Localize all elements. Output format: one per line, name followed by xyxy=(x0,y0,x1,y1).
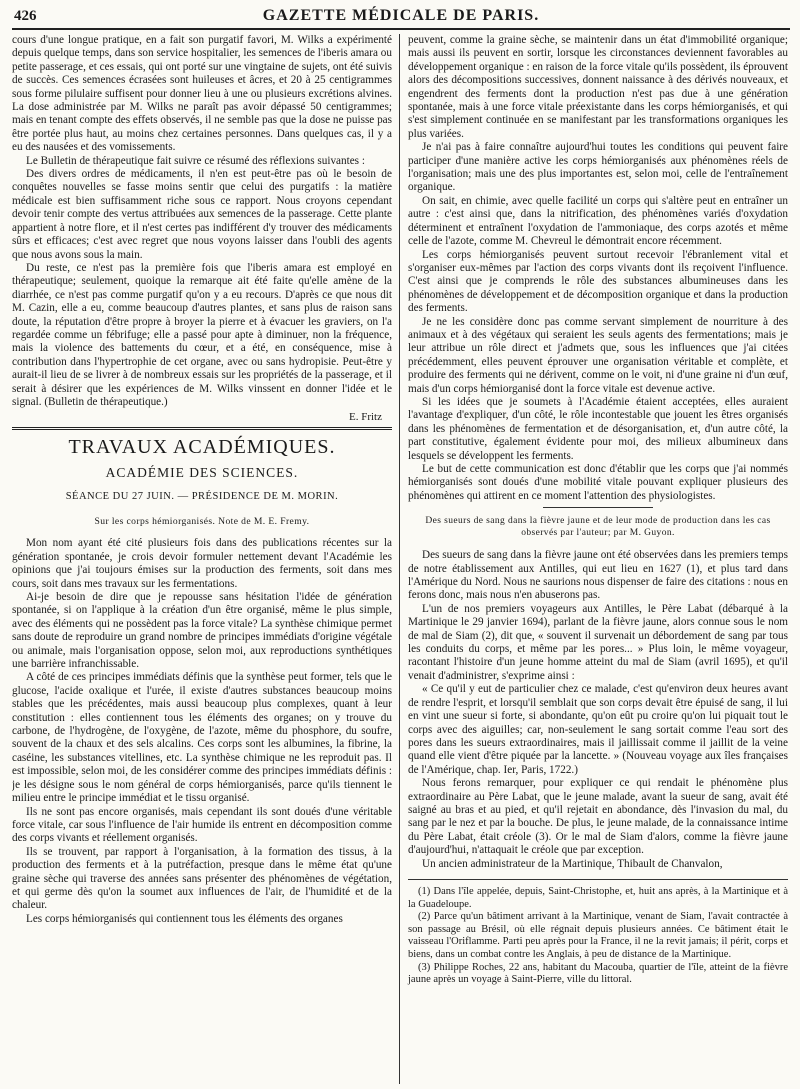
section-title: TRAVAUX ACADÉMIQUES. xyxy=(68,436,336,459)
article-title: Des sueurs de sang dans la fièvre jaune et de leur mode de production dans les cas observés par l'auteur; par M. Guyon. xyxy=(425,516,771,538)
paragraph: Ils se trouvent, par rapport à l'organisation, à la formation des tissus, à la production des ferments et à la putréfaction, presque dans le même état qu'une graine sèche qui traverse des années sans présenter des phénomènes de végétation, et qui germe dès qu'on la soumet aux influences de l'air, de l'humidité et de la chaleur. xyxy=(12,845,392,912)
paragraph: peuvent, comme la graine sèche, se maintenir dans un état d'immobilité organique; mais aussi ils peuvent en sortir, lorsque les circonstances deviennent favorables au développement organique : en raison de la force vitale qu'ils possèdent, ils éprouvent alors des décompositions successives, donnent naissance à des dérivés nouveaux, et engendrent des ferments dont la production n'est pas due à une génération spontanée, mais à une force vitale préexistante dans les corps hémiorganisés, et qui s'est simplement continuée en se manifestant par les transformations organiques les plus variées. xyxy=(408,34,788,140)
paragraph: Un ancien administrateur de la Martinique, Thibault de Chanvalon, xyxy=(422,857,723,870)
paragraph: Ils ne sont pas encore organisés, mais cependant ils sont doués d'une véritable force vitale, car sous l'influence de l'air humide ils entrent en décomposition comme des corps vivants et réellement organisés. xyxy=(12,805,392,845)
section-divider xyxy=(12,427,392,430)
footnote: (1) Dans l'île appelée, depuis, Saint-Christophe, et, huit ans après, à la Martinique et à la Guadeloupe. xyxy=(408,885,788,910)
article-divider xyxy=(543,507,653,508)
note-title: Sur les corps hémiorganisés. Note de M. E. Fremy. xyxy=(94,516,310,528)
left-column xyxy=(12,34,400,1084)
running-title: GAZETTE MÉDICALE DE PARIS. xyxy=(262,7,540,24)
page-header xyxy=(12,6,790,30)
footnote: (2) Parce qu'un bâtiment arrivant à la Martinique, venant de Siam, l'avait contractée à son passage au Brésil, où elle régnait depuis plusieurs années. Ce bâtiment était le vaisseau l'Oriflamme. Parti peu après pour la France, il ne la revit jamais; il périt, corps et biens, dans un combat contre les Anglais, à peu de distance de la Martinique. xyxy=(408,911,788,960)
quotation: « Ce qu'il y eut de particulier chez ce malade, c'est qu'environ deux heures avant de rendre l'esprit, et lorsqu'il semblait que son corps devait être épuisé de sang, il lui en vint une sueur si forte, si abondante, qu'on eût pu croire qu'on lui piquait tout le corps avec des aiguilles; car, non-seulement le sang sortait comme l'eau sort des pores dans les sueurs extraordinaires, mais il jaillissait comme il jaillit de la veine quand elle vient d'être piquée par la lancette. » (Nouveau voyage aux îles françaises de l'Amérique, chap. Ier, Paris, 1722.) xyxy=(408,683,788,776)
paragraph: Des divers ordres de médicaments, il n'en est peut-être pas où le besoin de conquêtes nouvelles se fasse moins sentir que celui des purgatifs : la matière médicale est bien suffisamment riche sous ce rapport. Nous croyons cependant devoir tenir compte des vertus attribuées aux semences de la passerage. Cette plante appartient à notre flore, et il n'est certes pas indifférent d'y trouver des médicaments sûrs et efficaces; c'est avec regret que nous voyons laisser dans l'oubli des agents que nous avons sous la main. xyxy=(12,168,392,261)
two-column-body xyxy=(12,34,790,1084)
footnote: (3) Philippe Roches, 22 ans, habitant du Macouba, quartier de l'île, atteint de la fièvre jaune après un voyage à Saint-Pierre, ville du littoral. xyxy=(408,961,788,986)
footnote-divider xyxy=(408,879,788,880)
paragraph: On sait, en chimie, avec quelle facilité un corps qui s'altère peut en entraîner un autre : c'est ainsi que, dans la nitrification, des phénomènes variés d'oxydation déterminent et entraînent l'oxydation de l'ammoniaque, des corps azotés et même celle de l'azote, comme M. Chevreul le démontrait encore récemment. xyxy=(408,194,788,248)
paragraph: A côté de ces principes immédiats définis que la synthèse peut former, tels que le glucose, l'acide oxalique et l'urée, il existe d'autres substances beaucoup moins stables que les précédentes, mais aussi beaucoup plus complexes, quant à leur constitution : elles contiennent tous les éléments des organes; on y trouve du carbone, de l'hydrogène, de l'oxygène, de l'azote, même du phosphore, du soufre, souvent de la chaux et des sels alcalins. Ces corps sont les albumines, la fibrine, la caséine, les substances vitellines, etc. La synthèse chimique ne les reproduit pas. Il est impossible, selon moi, de les considérer comme des principes immédiats définis : je les désigne sous le nom général de corps hémiorganisés, parce qu'ils tiennent le milieu entre le principe immédiat et le tissu organisé. xyxy=(12,671,392,805)
paragraph: Le but de cette communication est donc d'établir que les corps que j'ai nommés hémiorganisés sont doués d'une mobilité vitale pouvant expliquer plusieurs des phénomènes qui attirent en ce moment l'attention des physiologistes. xyxy=(408,463,788,502)
paragraph: Je n'ai pas à faire connaître aujourd'hui toutes les conditions qui peuvent faire participer d'une manière active les corps hémiorganisés aux phénomènes réels de l'organisation; mais une des plus importantes est, selon moi, celle de l'entraînement organique. xyxy=(408,141,788,194)
paragraph: Mon nom ayant été cité plusieurs fois dans des publications récentes sur la génération spontanée, je crois devoir formuler nettement devant l'Académie les opinions que j'ai toujours émises sur la production des ferments, soit dans mes cours, soit dans mes travaux sur les fermentations. xyxy=(12,537,392,590)
paragraph: Ai-je besoin de dire que je repousse sans hésitation l'idée de génération spontanée, si on l'applique à la création d'un être organisé, même le plus simple, avec des éléments qui ne possèdent pas la force vitale? La synthèse chimique permet sans doute de reproduire un grand nombre de principes immédiats d'origine végétale ou animale, mais l'organisation oppose, selon moi, aux reproductions synthétiques une barrière infranchissable. xyxy=(12,591,392,671)
paragraph: Je ne les considère donc pas comme servant simplement de nourriture à des animaux et à des végétaux qui seraient les seuls agents des fermentations; mais je leur attribue un rôle direct et j'admets que, sous les influences que j'ai citées précédemment, elles peuvent éprouver une organisation véritable et complète, et produire des ferments qui ne dérivent, comme on le voit, ni d'une graine ni d'un œuf, mais d'un corps hémiorganisé dont la force vitale est devenue active. xyxy=(408,315,788,395)
paragraph: L'un de nos premiers voyageurs aux Antilles, le Père Labat (débarqué à la Martinique le 29 janvier 1694), parlant de la fièvre jaune, alors connue sous le nom de mal de Siam (2), dit que, « souvent il survenait un débordement de sang par tous les conduits du corps, et même par les pores... » Plus loin, le même voyageur, racontant l'histoire d'un jeune homme atteint du mal de Siam (avril 1695), et qu'il venait d'administrer, s'exprime ainsi : xyxy=(408,602,788,682)
paragraph: Le Bulletin de thérapeutique fait suivre ce résumé des réflexions suivantes : xyxy=(26,154,365,167)
page-number: 426 xyxy=(14,8,37,24)
paragraph: Si les idées que je soumets à l'Académie étaient acceptées, elles auraient l'avantage d'expliquer, d'un côté, le rôle incontestable que jouent les êtres organisés dans les phénomènes de fermentation et de désorganisation, et, d'un autre côté, la part constitutive, également évidente pour moi, des milieux albumineux dans lesquels se développent les ferments. xyxy=(408,395,788,462)
paragraph: Du reste, ce n'est pas la première fois que l'iberis amara est employé en thérapeutique; seulement, quoique la remarque ait été faite qu'elle amène de la diarrhée, ce n'est pas comme purgatif qu'on y a eu recours. D'après ce que nous dit M. Cazin, elle a eu, comme beaucoup d'autres plantes, et sans plus de raison sans doute, la réputation d'être propre à broyer la pierre et à évacuer les graviers, on l'a regardée comme un fébrifuge; elle a passé pour apte à diminuer, non la fréquence, mais la violence des battements du cœur, et a été, en conséquence, mise à contribution dans l'hypertrophie de cet organe, avec ou sans hydropisie. Peut-être y aurait-il lieu de se livrer à de nombreux essais sur les propriétés de la passerage, et il serait à désirer que les expériences de M. Wilks vinssent en donner l'idée et le signal. (Bulletin de thérapeutique.) xyxy=(12,261,392,408)
paragraph: Les corps hémiorganisés qui contiennent tous les éléments des organes xyxy=(26,912,343,925)
paragraph: Les corps hémiorganisés peuvent surtout recevoir l'ébranlement vital et s'organiser eux-mêmes par l'action des corps vivants dont ils reçoivent l'influence. C'est ainsi que je comprends le rôle des substances albumineuses dans les phénomènes de développement et de décomposition organique et dans la production des ferments. xyxy=(408,248,788,315)
paragraph: cours d'une longue pratique, en a fait son purgatif favori, M. Wilks a expérimenté depuis quelque temps, dans son service hospitalier, les semences de l'iberis amara ou petite passerage, et ces essais, qui ont porté sur une vingtaine de sujets, ont été suivis de succès. Ces semences écrasées sont huileuses et âcres, et 20 à 25 centigrammes sous forme pilulaire suffisent pour donner lieu à une ou plusieurs excrétions alvines. La dose administrée par M. Wilks ne paraît pas avoir dépassé 50 centigrammes; mais en tenant compte des effets observés, il ne semble pas que la dose ne puisse pas être portée plus haut, au moins chez certaines personnes. Dans quelques cas, il y a eu des nausées et des vomissements. xyxy=(12,34,392,154)
paragraph: Nous ferons remarquer, pour expliquer ce qui rendait le phénomène plus extraordinaire au Père Labat, que le jeune malade, avant la sueur de sang, avait été saigné au bras et au pied, et qu'il rejetait en abondance, dès l'invasion du mal, du sang par le nez et par la bouche. De plus, le jeune malade, de la connaissance intime du Père Labat, était créole (3). Or le mal de Siam d'alors, comme la fièvre jaune d'aujourd'hui, n'attaquait le créole que par exception. xyxy=(408,777,788,857)
author-signature: E. Fritz xyxy=(349,411,382,424)
paragraph: Des sueurs de sang dans la fièvre jaune ont été observées dans les premiers temps de notre établissement aux Antilles, qui eut lieu en 1627 (1), et plus tard dans l'Amérique du Nord. Nous ne saurions nous dispenser de faire des citations : nous en ferons donc, mais nous n'en abuserons pas. xyxy=(408,549,788,602)
academy-heading: ACADÉMIE DES SCIENCES. xyxy=(105,465,299,481)
session-heading: SÉANCE DU 27 JUIN. — PRÉSIDENCE DE M. MORIN. xyxy=(65,491,339,503)
right-column xyxy=(400,34,788,1084)
